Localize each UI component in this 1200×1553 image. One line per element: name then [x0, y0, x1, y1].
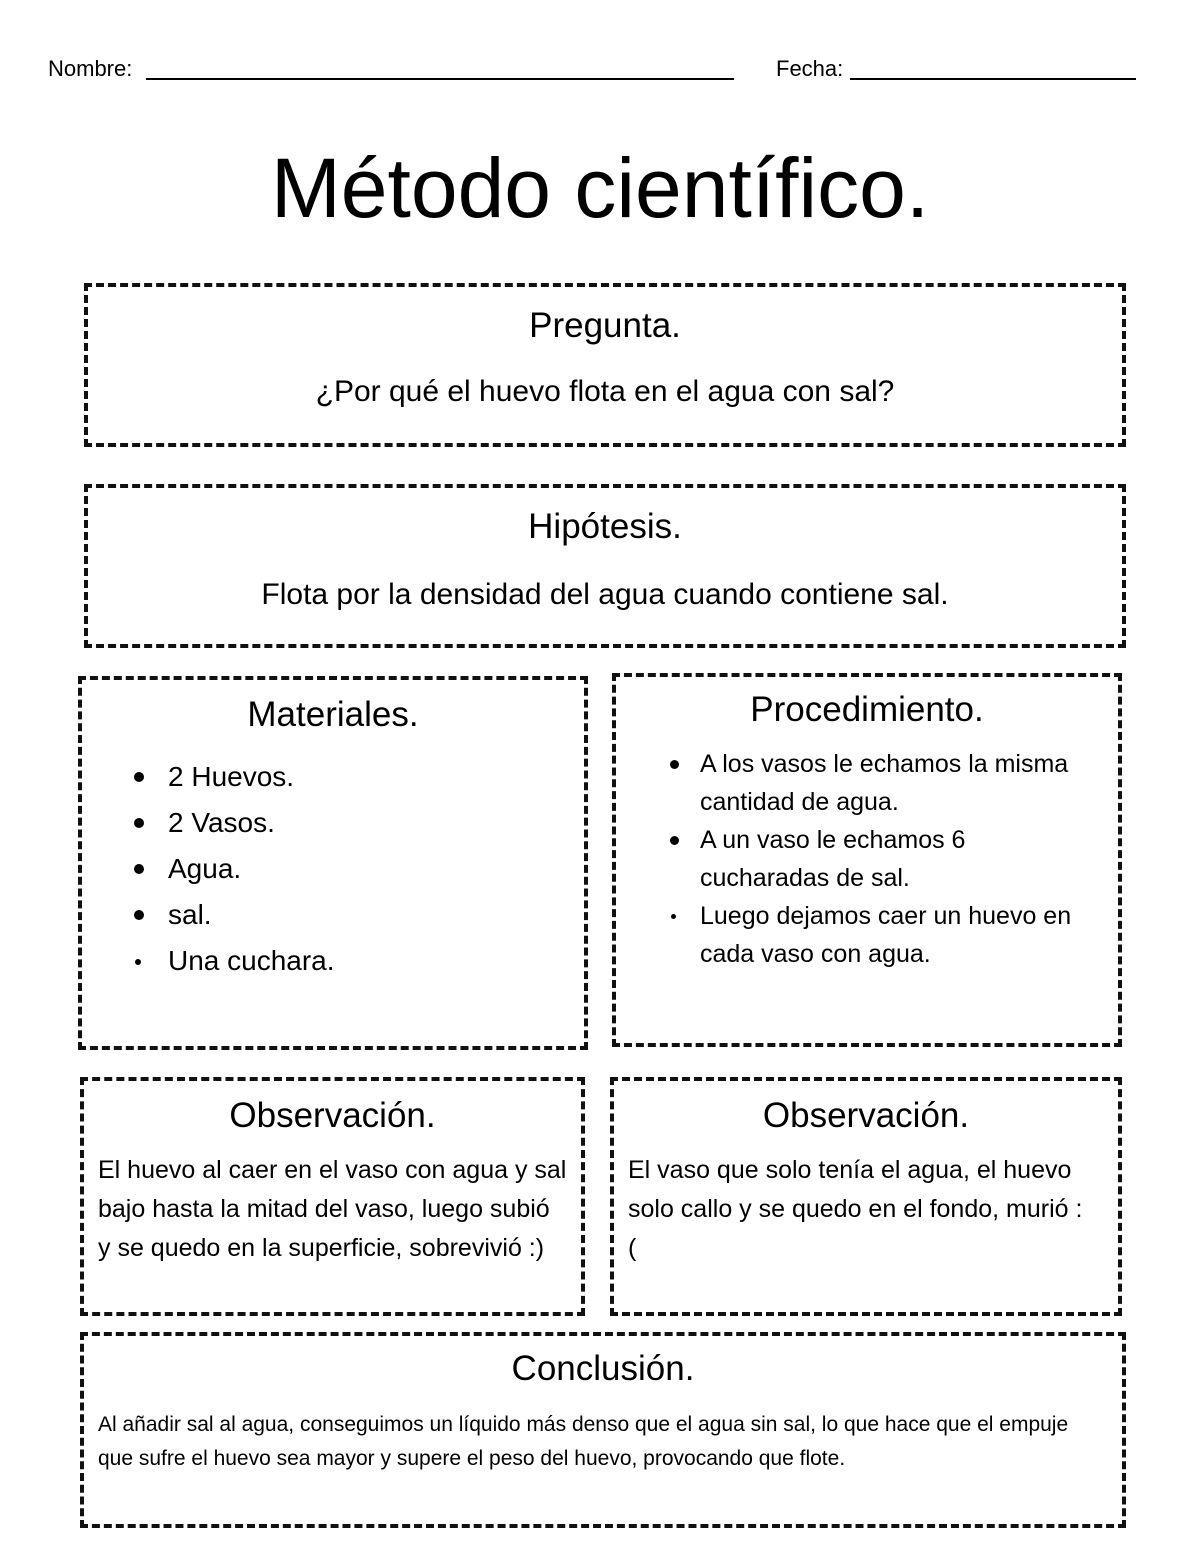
- pregunta-text: ¿Por qué el huevo flota en el agua con sal?: [315, 375, 895, 408]
- materiales-heading: Materiales.: [247, 695, 419, 734]
- name-input-line[interactable]: [146, 78, 734, 80]
- pregunta-box: [84, 283, 1126, 447]
- conclusion-text: Al añadir sal al agua, conseguimos un líquido más denso que el agua sin sal, lo que hace que el empuje que sufre el huevo sea mayor y supere el peso del huevo, provocando que flote.: [98, 1413, 1069, 1470]
- pregunta-heading: Pregunta.: [529, 306, 681, 345]
- observacion-2-box: [610, 1077, 1122, 1316]
- materiales-list: [82, 754, 584, 984]
- bullet-icon: [134, 772, 144, 782]
- materiales-box: [78, 676, 588, 1050]
- list-item: Agua.: [168, 846, 584, 892]
- list-item: Luego dejamos caer un huevo en cada vaso con agua.: [700, 897, 1096, 973]
- observacion-2-text: El vaso que solo tenía el agua, el huevo solo callo y se quedo en el fondo, murió :(: [628, 1156, 1083, 1262]
- observacion-2-heading: Observación.: [762, 1096, 970, 1135]
- procedimiento-heading: Procedimiento.: [750, 690, 984, 729]
- hipotesis-heading: Hipótesis.: [528, 507, 682, 546]
- list-item: A los vasos le echamos la misma cantidad de agua.: [700, 745, 1096, 821]
- bullet-icon: [670, 836, 679, 845]
- name-label: Nombre:: [48, 56, 133, 81]
- bullet-icon: [135, 959, 141, 965]
- observacion-1-heading: Observación.: [229, 1096, 436, 1135]
- observacion-1-box: [80, 1077, 585, 1316]
- hipotesis-box: [84, 484, 1126, 648]
- list-item: 2 Vasos.: [168, 800, 584, 846]
- conclusion-box: [80, 1332, 1126, 1528]
- date-label: Fecha:: [776, 56, 844, 81]
- procedimiento-box: [612, 673, 1122, 1047]
- observacion-1-text: El huevo al caer en el vaso con agua y sal bajo hasta la mitad del vaso, luego subió y se quedo en la superficie, sobrevivió :): [98, 1156, 567, 1262]
- bullet-icon: [134, 864, 144, 874]
- list-item: Una cuchara.: [168, 938, 584, 984]
- conclusion-heading: Conclusión.: [511, 1349, 695, 1388]
- list-item: A un vaso le echamos 6 cucharadas de sal.: [700, 821, 1096, 897]
- bullet-icon: [134, 818, 144, 828]
- list-item: sal.: [168, 892, 584, 938]
- bullet-icon: [134, 910, 144, 920]
- bullet-icon: [670, 760, 679, 769]
- page-title: Método científico.: [270, 141, 930, 235]
- list-item: 2 Huevos.: [168, 754, 584, 800]
- procedimiento-list: [616, 745, 1118, 973]
- hipotesis-text: Flota por la densidad del agua cuando contiene sal.: [261, 578, 949, 611]
- bullet-icon: [671, 914, 676, 919]
- date-input-line[interactable]: [850, 78, 1136, 80]
